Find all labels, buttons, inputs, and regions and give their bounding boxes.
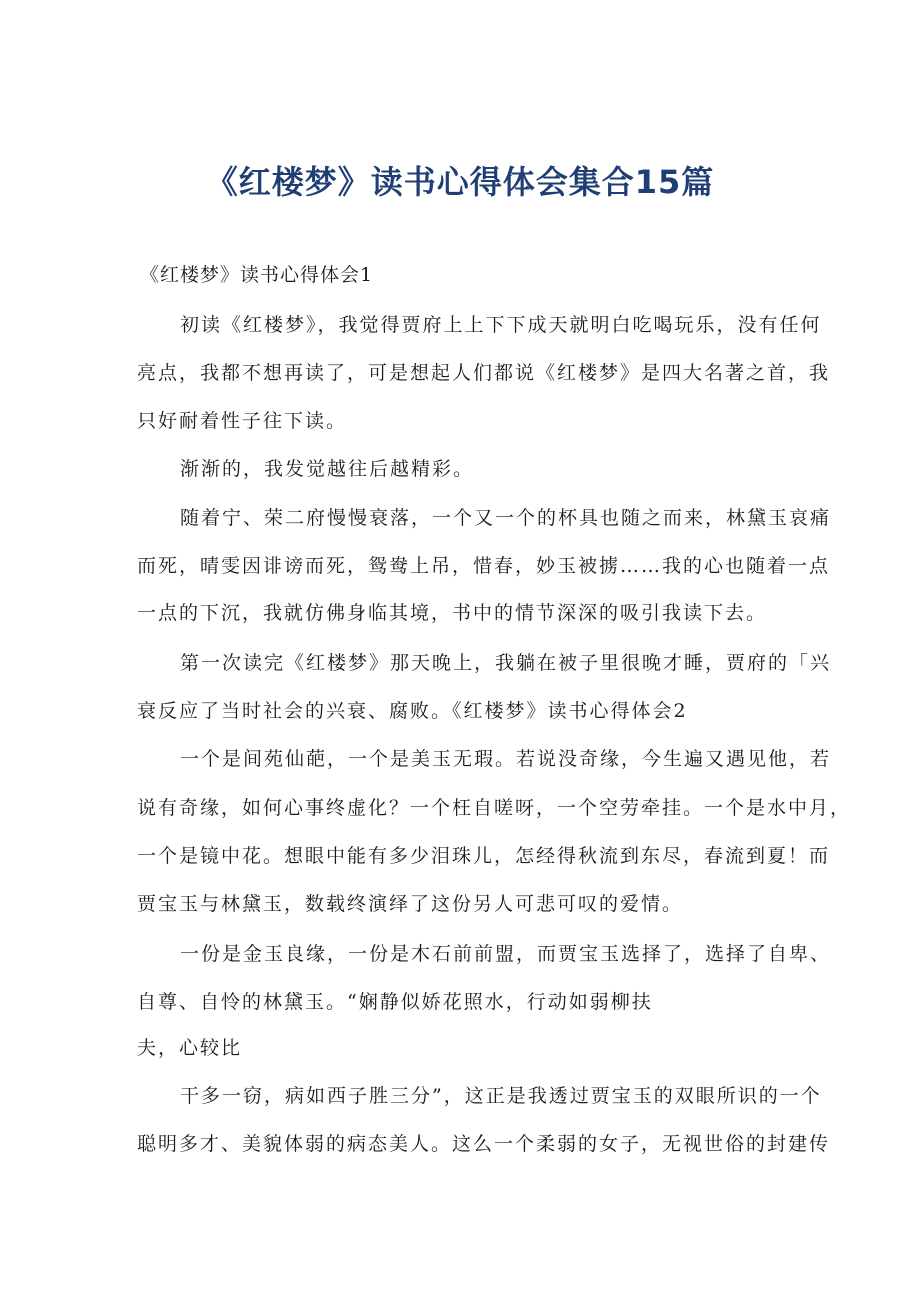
paragraph-line: 初读《红楼梦》，我觉得贾府上上下下成天就明白吃喝玩乐，没有任何 [180, 314, 822, 336]
paragraph-line: 一个是镜中花。想眼中能有多少泪珠儿，怎经得秋流到东尽，春流到夏！而 [137, 845, 831, 867]
paragraph-line: 亮点，我都不想再读了，可是想起人们都说《红楼梦》是四大名著之首，我 [137, 362, 831, 384]
paragraph-line: 随着宁、荣二府慢慢衰落，一个又一个的杯具也随之而来，林黛玉哀痛 [180, 507, 832, 529]
paragraph-line: 自尊、自怜的林黛玉。“娴静似娇花照水，行动如弱柳扶 [137, 991, 653, 1013]
paragraph-line: 夫，心较比 [137, 1037, 243, 1059]
paragraph-line: 干多一窃，病如西子胜三分”，这正是我透过贾宝玉的双眼所识的一个 [180, 1085, 822, 1107]
section-heading-1: 《红楼梦》读书心得体会1 [140, 264, 374, 286]
paragraph-line: 聪明多才、美貌体弱的病态美人。这么一个柔弱的女子，无视世俗的封建传 [137, 1133, 831, 1155]
paragraph-line: 而死，晴雯因诽谤而死，鸳鸯上吊，惜春，妙玉被掳……我的心也随着一点 [137, 555, 831, 577]
paragraph-line: 只好耐着性子往下读。 [137, 410, 348, 432]
paragraph-line: 渐渐的，我发觉越往后越精彩。 [180, 458, 475, 480]
paragraph-line: 一点的下沉，我就仿佛身临其境，书中的情节深深的吸引我读下去。 [137, 602, 768, 624]
paragraph-line: 衰反应了当时社会的兴衰、腐败。《红楼梦》读书心得体会2 [137, 700, 688, 722]
document-title: 《红楼梦》读书心得体会集合15篇 [205, 163, 715, 201]
paragraph-line: 一份是金玉良缘，一份是木石前前盟，而贾宝玉选择了，选择了自卑、 [180, 943, 832, 965]
paragraph-line: 说有奇缘，如何心事终虚化？一个枉自嗟呀，一个空劳牵挂。一个是水中月， [137, 797, 852, 819]
paragraph-line: 一个是间苑仙葩，一个是美玉无瑕。若说没奇缘，今生遍又遇见他，若 [180, 748, 832, 770]
paragraph-line: 贾宝玉与林黛玉，数载终演绎了这份另人可悲可叹的爱情。 [137, 893, 684, 915]
paragraph-line: 第一次读完《红楼梦》那天晚上，我躺在被子里很晚才睡，贾府的「兴 [180, 652, 832, 674]
